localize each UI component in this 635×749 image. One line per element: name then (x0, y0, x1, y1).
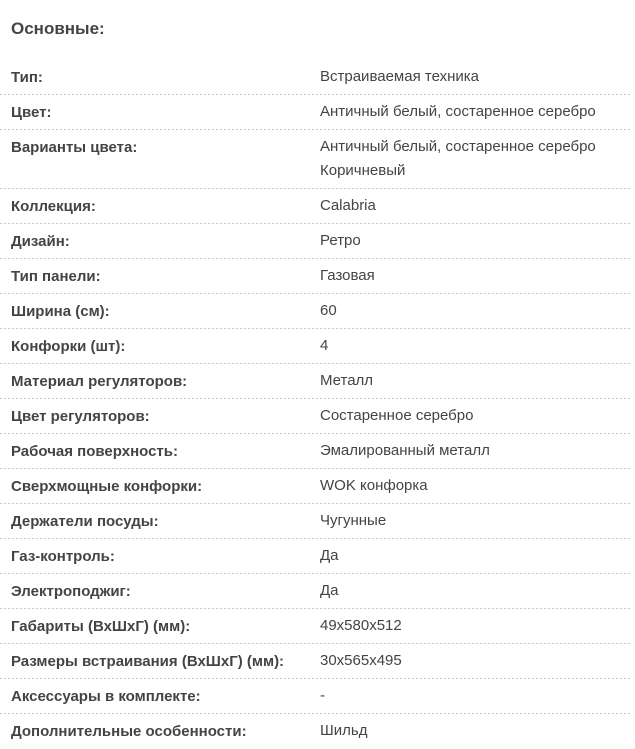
spec-value (320, 684, 630, 708)
spec-value (320, 334, 630, 358)
spec-value (320, 719, 630, 743)
spec-row (0, 644, 630, 679)
spec-value (320, 579, 630, 603)
spec-value (320, 264, 630, 288)
spec-row (0, 434, 630, 469)
spec-value (320, 404, 630, 428)
spec-label: Газ-контроль: (11, 548, 115, 565)
spec-label: Тип: (11, 69, 43, 86)
spec-value-line: Античный белый, состаренное серебро (320, 138, 596, 155)
spec-value (320, 194, 630, 218)
spec-label: Тип панели: (11, 268, 101, 285)
spec-label: Коллекция: (11, 198, 96, 215)
spec-row (0, 539, 630, 574)
spec-label: Материал регуляторов: (11, 373, 188, 390)
spec-label: Габариты (ВхШхГ) (мм): (11, 618, 191, 635)
spec-row (0, 130, 630, 189)
spec-label: Рабочая поверхность: (11, 443, 178, 460)
spec-label: Цвет: (11, 104, 52, 121)
spec-label: Дополнительные особенности: (11, 723, 247, 740)
spec-value (320, 509, 630, 533)
specs-table (0, 60, 630, 749)
spec-value-line: Коричневый (320, 162, 406, 179)
spec-value-line: Античный белый, состаренное серебро (320, 103, 596, 120)
spec-value-line: 49x580x512 (320, 617, 402, 634)
spec-value-line: Calabria (320, 197, 376, 214)
spec-value-line: Да (320, 582, 339, 599)
spec-row (0, 714, 630, 749)
spec-value (320, 369, 630, 393)
spec-row (0, 60, 630, 95)
spec-label: Цвет регуляторов: (11, 408, 150, 425)
spec-value-line: 30x565x495 (320, 652, 402, 669)
spec-label: Держатели посуды: (11, 513, 159, 530)
spec-label: Ширина (см): (11, 303, 110, 320)
spec-value (320, 439, 630, 463)
spec-label: Конфорки (шт): (11, 338, 126, 355)
spec-label: Варианты цвета: (11, 139, 138, 156)
spec-value-line: Состаренное серебро (320, 407, 474, 424)
spec-row (0, 364, 630, 399)
spec-row (0, 329, 630, 364)
spec-row (0, 224, 630, 259)
spec-value-line: Ретро (320, 232, 361, 249)
spec-value (320, 649, 630, 673)
spec-value (320, 65, 630, 89)
spec-row (0, 504, 630, 539)
spec-value-line: 60 (320, 302, 337, 319)
spec-value (320, 614, 630, 638)
spec-label: Электроподжиг: (11, 583, 131, 600)
spec-value (320, 544, 630, 568)
section-title: Основные: (11, 19, 105, 38)
spec-value-line: Газовая (320, 267, 375, 284)
spec-value (320, 100, 630, 124)
spec-row (0, 574, 630, 609)
spec-label: Сверхмощные конфорки: (11, 478, 203, 495)
spec-row (0, 469, 630, 504)
spec-value-line: - (320, 687, 325, 704)
spec-value (320, 299, 630, 323)
spec-label: Аксессуары в комплекте: (11, 688, 201, 705)
spec-row (0, 399, 630, 434)
spec-row (0, 609, 630, 644)
spec-row (0, 95, 630, 130)
spec-label: Дизайн: (11, 233, 70, 250)
spec-row (0, 189, 630, 224)
spec-row (0, 294, 630, 329)
spec-row (0, 259, 630, 294)
spec-value-line: Да (320, 547, 339, 564)
spec-value-line: Чугунные (320, 512, 387, 529)
spec-value-line: Эмалированный металл (320, 442, 490, 459)
spec-value-line: WOK конфорка (320, 477, 428, 494)
spec-label: Размеры встраивания (ВхШхГ) (мм): (11, 653, 285, 670)
spec-value-line: 4 (320, 337, 329, 354)
spec-value (320, 474, 630, 498)
spec-value (320, 229, 630, 253)
spec-value (320, 135, 630, 183)
spec-value-line: Шильд (320, 722, 368, 739)
spec-row (0, 679, 630, 714)
spec-value-line: Металл (320, 372, 374, 389)
spec-value-line: Встраиваемая техника (320, 68, 479, 85)
